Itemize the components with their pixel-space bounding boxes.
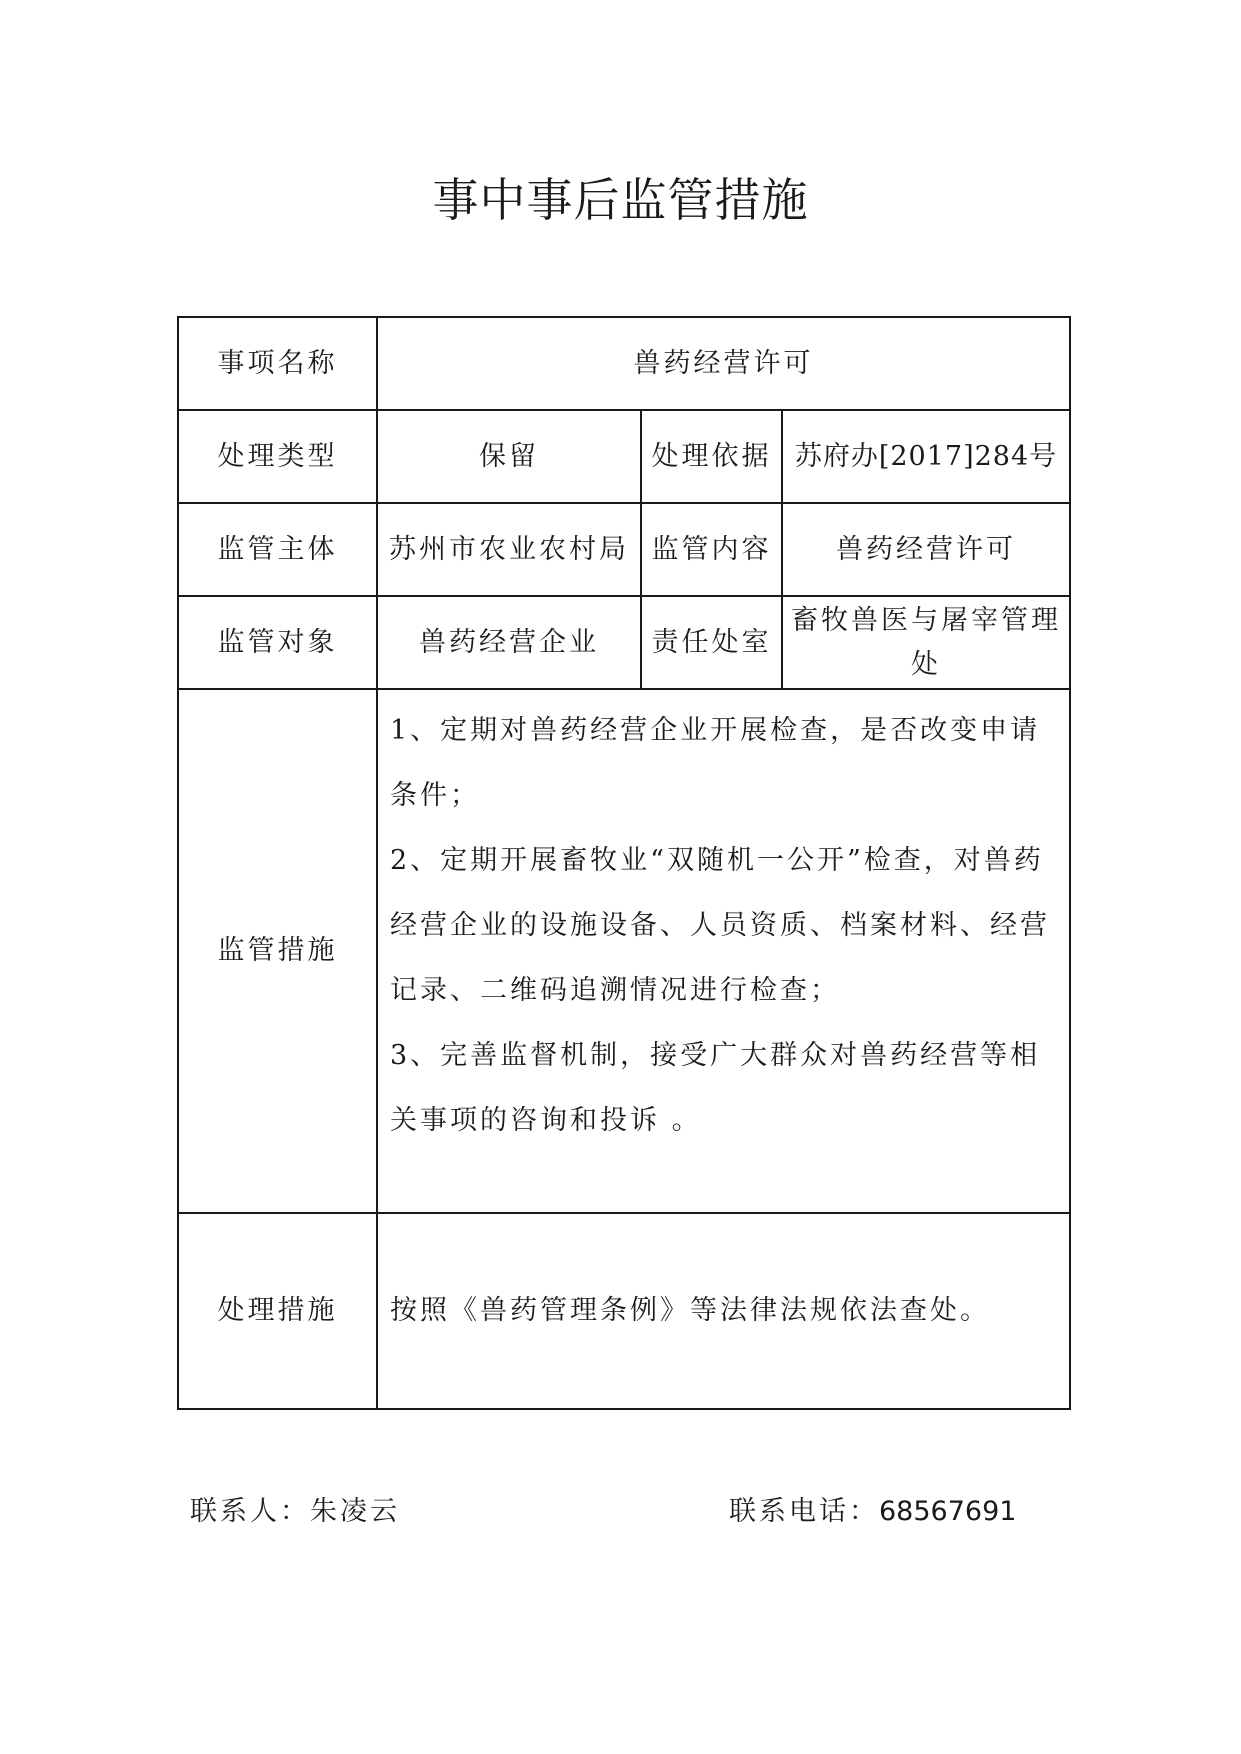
measure-item-2: 2、定期开展畜牧业“双随机一公开”检查，对兽药经营企业的设施设备、人员资质、档案材料、经营记录、二维码追溯情况进行检查；	[390, 845, 1050, 1006]
contact-phone	[729, 1490, 1016, 1534]
row-item-name	[178, 317, 1070, 410]
handle-type-value: 保留	[377, 410, 641, 503]
contact-label: 联系人：	[190, 1496, 310, 1527]
regulator-label: 监管主体	[178, 503, 377, 596]
dept-value: 畜牧兽医与屠宰管理处	[782, 596, 1070, 689]
content-label: 监管内容	[641, 503, 782, 596]
handling-value: 按照《兽药管理条例》等法律法规依法查处。	[377, 1213, 1070, 1409]
supervision-table	[177, 316, 1071, 1410]
object-label: 监管对象	[178, 596, 377, 689]
item-name-label: 事项名称	[178, 317, 377, 410]
contact-name: 朱凌云	[310, 1496, 400, 1527]
measure-item-3: 3、完善监督机制，接受广大群众对兽药经营等相关事项的咨询和投诉 。	[390, 1040, 1041, 1136]
handle-basis-value: 苏府办[2017]284号	[782, 410, 1070, 503]
page-title: 事中事后监管措施	[432, 173, 809, 227]
phone-number: 68567691	[879, 1496, 1017, 1527]
measure-item-1: 1、定期对兽药经营企业开展检查，是否改变申请条件；	[390, 715, 1041, 811]
content-value: 兽药经营许可	[782, 503, 1070, 596]
contact-person	[190, 1490, 400, 1534]
handling-label: 处理措施	[178, 1213, 377, 1409]
regulator-value: 苏州市农业农村局	[377, 503, 641, 596]
row-handling	[178, 1213, 1070, 1409]
row-regulator	[178, 503, 1070, 596]
handle-type-label: 处理类型	[178, 410, 377, 503]
item-name-value: 兽药经营许可	[377, 317, 1070, 410]
object-value: 兽药经营企业	[377, 596, 641, 689]
phone-label: 联系电话：	[729, 1496, 879, 1527]
measures-label: 监管措施	[178, 689, 377, 1213]
row-measures	[178, 689, 1070, 1213]
handle-basis-label: 处理依据	[641, 410, 782, 503]
row-object	[178, 596, 1070, 689]
dept-label: 责任处室	[641, 596, 782, 689]
row-handle-type	[178, 410, 1070, 503]
measures-content	[377, 689, 1070, 1213]
